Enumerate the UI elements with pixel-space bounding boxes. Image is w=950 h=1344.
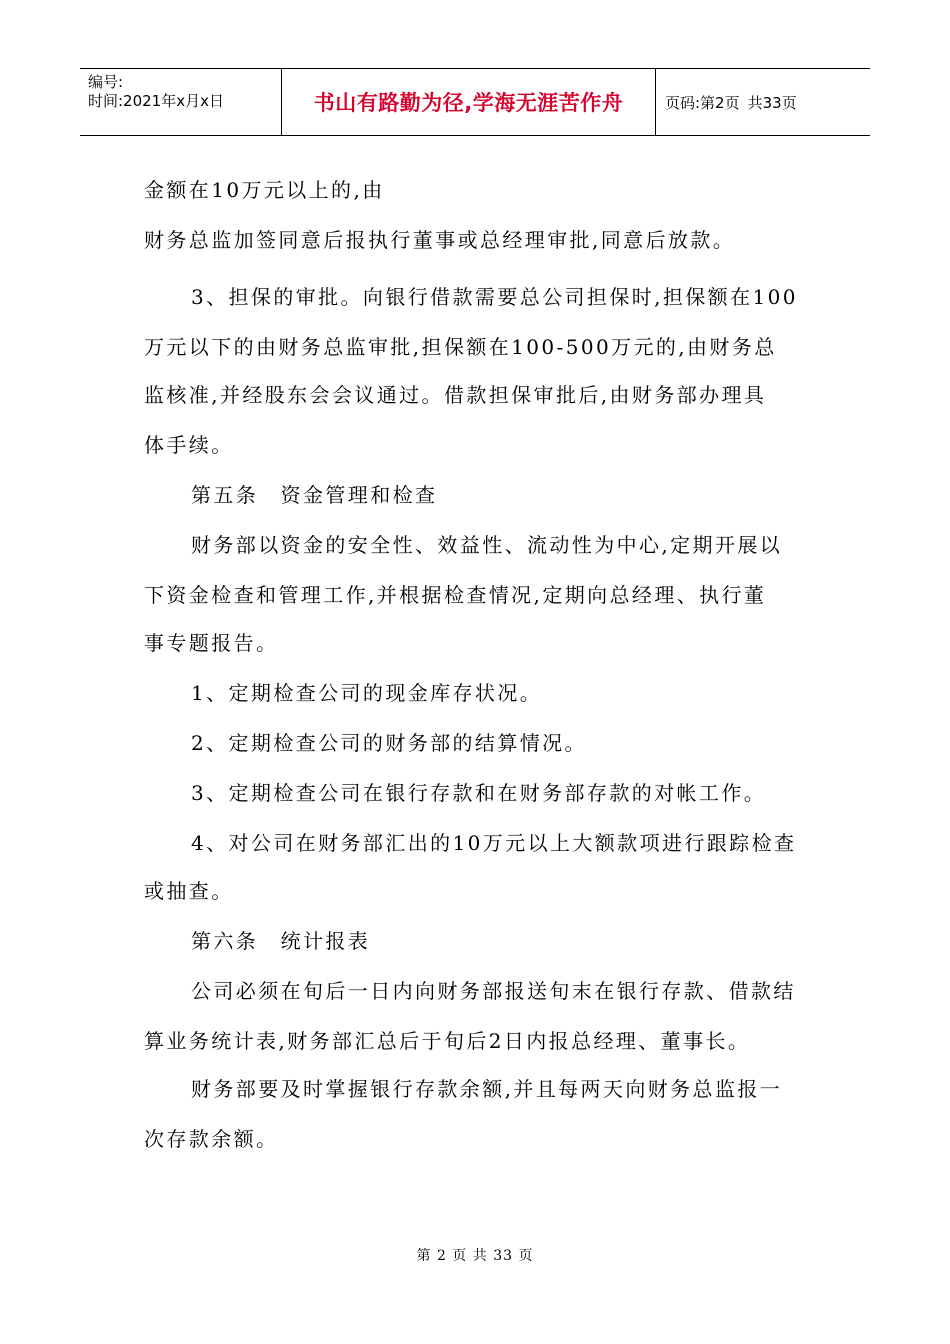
paragraph-line: 3、担保的审批。向银行借款需要总公司担保时,担保额在100 [191,285,798,309]
paragraph-line: 下资金检查和管理工作,并根据检查情况,定期向总经理、执行董 [144,583,767,607]
paragraph-line: 财务部要及时掌握银行存款余额,并且每两天向财务总监报一 [191,1077,783,1101]
paragraph-line: 或抽查。 [144,879,234,903]
paragraph-line: 财务部以资金的安全性、效益性、流动性为中心,定期开展以 [191,533,783,557]
paragraph-line: 算业务统计表,财务部汇总后于旬后2日内报总经理、董事长。 [144,1029,751,1053]
paragraph-line: 万元以下的由财务总监审批,担保额在100-500万元的,由财务总 [144,335,777,359]
paragraph-line: 次存款余额。 [144,1127,279,1151]
paragraph-line: 金额在10万元以上的,由 [144,178,385,202]
paragraph-line: 监核准,并经股东会会议通过。借款担保审批后,由财务部办理具 [144,383,767,407]
document-number-label: 编号: [88,73,124,91]
list-item: 1、定期检查公司的现金库存状况。 [191,681,543,705]
paragraph-line: 事专题报告。 [144,631,279,655]
list-item: 4、对公司在财务部汇出的10万元以上大额款项进行跟踪检查 [191,831,797,855]
document-date: 时间:2021年x月x日 [88,92,224,110]
header-page-total: 共33页 [747,93,797,112]
list-item: 3、定期检查公司在银行存款和在财务部存款的对帐工作。 [191,781,767,805]
header-motto: 书山有路勤为径,学海无涯苦作舟 [313,91,624,115]
paragraph-line: 体手续。 [144,433,234,457]
document-header [80,68,870,136]
paragraph-line: 财务总监加签同意后报执行董事或总经理审批,同意后放款。 [144,228,736,252]
list-item: 2、定期检查公司的财务部的结算情况。 [191,731,587,755]
section-heading: 第六条 统计报表 [191,929,371,953]
paragraph-line: 公司必须在旬后一日内向财务部报送旬末在银行存款、借款结 [191,979,796,1003]
header-meta [80,69,282,135]
header-page-info [656,69,870,135]
page-footer: 第 2 页 共 33 页 [416,1248,534,1264]
header-motto-cell [282,69,656,135]
section-heading: 第五条 资金管理和检查 [191,483,438,507]
header-page-number: 页码:第2页 [665,93,740,112]
